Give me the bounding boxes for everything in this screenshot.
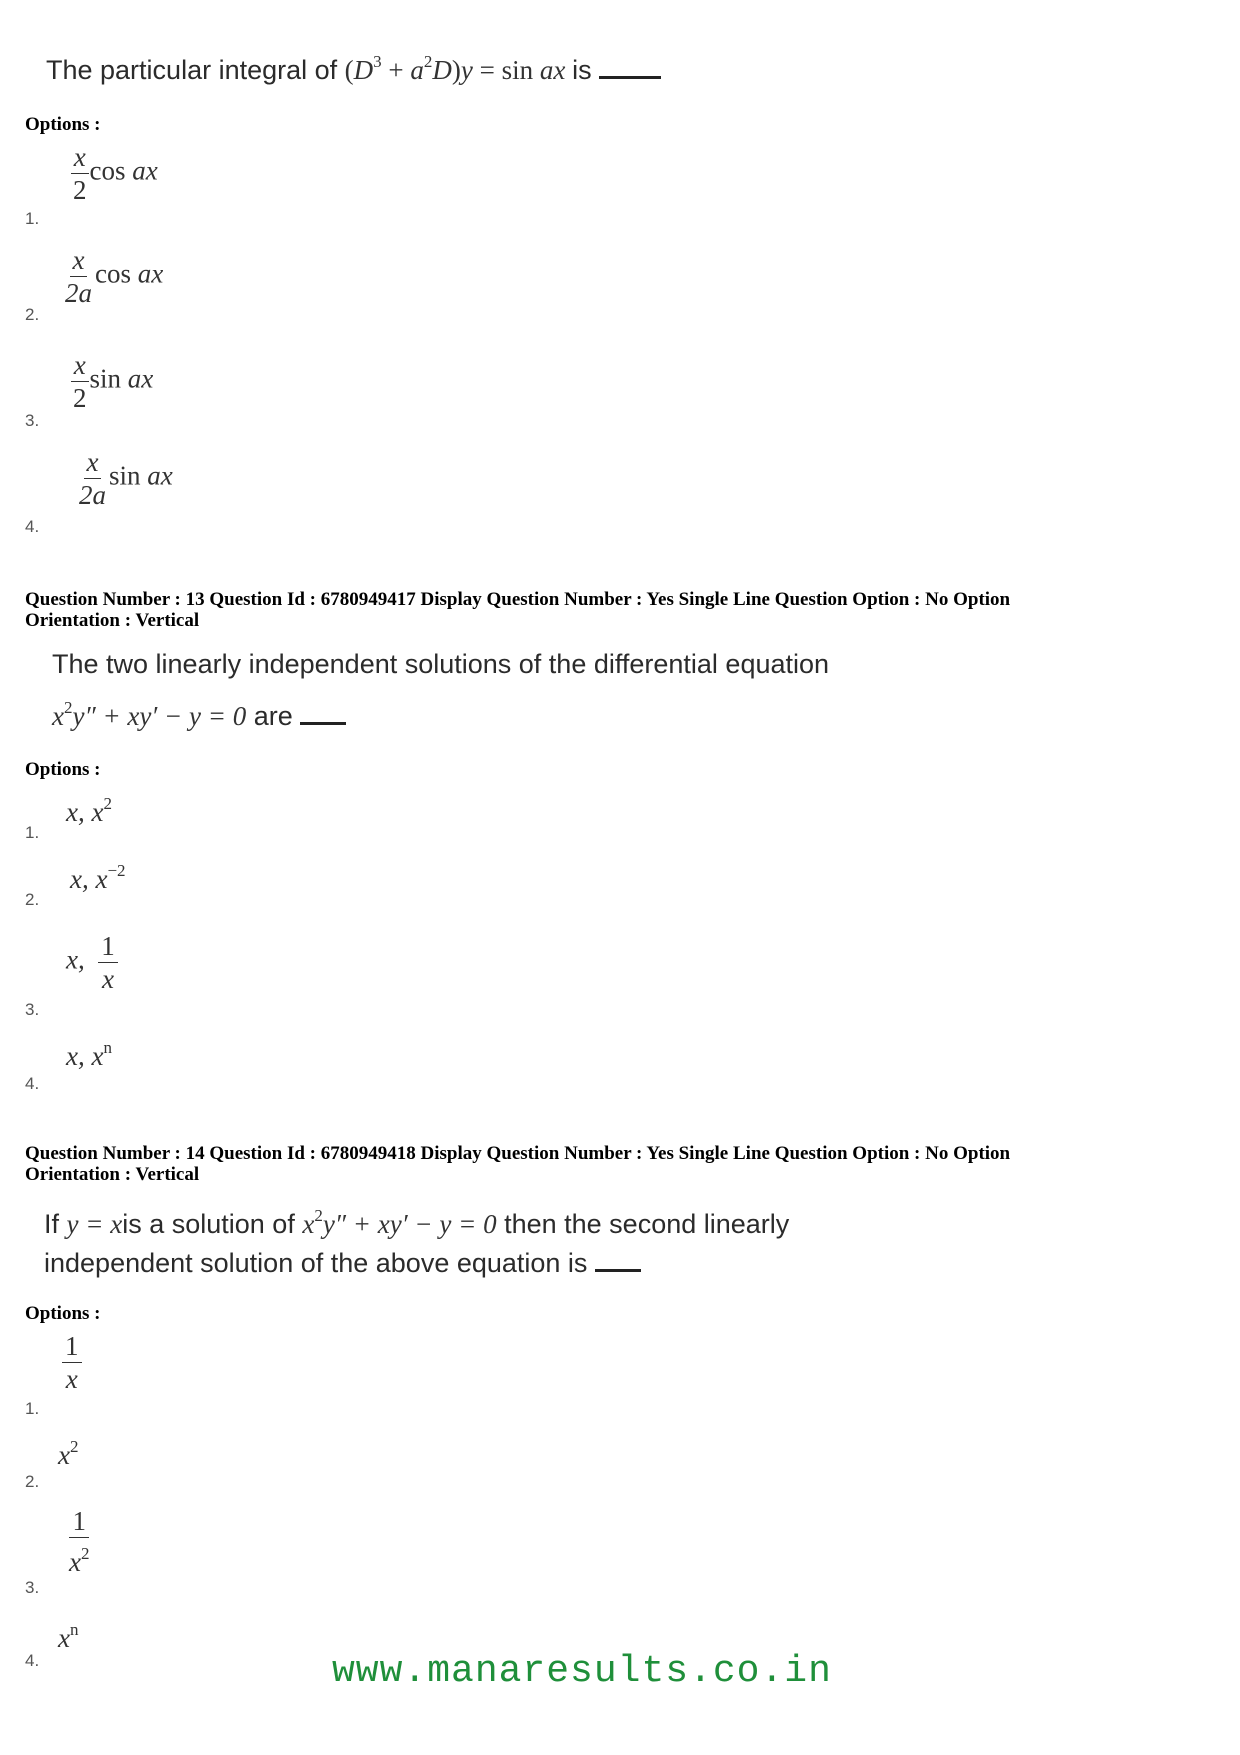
q14-header: Question Number : 14 Question Id : 6780949418 Display Question Number : Yes Single Line Question Option : No Option Orientation : Vertical	[25, 1143, 1011, 1185]
option-number: 1.	[25, 823, 40, 842]
q12-option-4[interactable]: $\frac{x}{2a}$ sin ax	[79, 447, 173, 510]
q12-option-3[interactable]: $\frac{x}{2}$ sin ax	[70, 350, 153, 413]
q13-options-label: Options :	[25, 759, 101, 780]
option-number: 3.	[25, 411, 40, 430]
answer-blank	[300, 708, 346, 725]
option-number: 2.	[25, 890, 40, 909]
q13-option-3[interactable]: x, $\frac{1}{x}$	[66, 931, 118, 994]
q12-option-1[interactable]: $\frac{x}{2}$ cos ax	[70, 142, 158, 205]
option-number: 2.	[25, 305, 40, 324]
option-number: 4.	[25, 1651, 40, 1670]
q14-option-3[interactable]: $\frac{1}{x^2}$	[69, 1506, 90, 1577]
q13-option-2[interactable]: x, $x^{-2}$	[70, 861, 126, 894]
footer-website-link[interactable]: www.manaresults.co.in	[332, 1650, 832, 1693]
option-number: 3.	[25, 1578, 40, 1597]
q14-question-text: If y = xis a solution of $x^2y'' + xy' - y = 0$ then the second linearly independent solution of the above equation is	[44, 1206, 790, 1278]
option-number: 1.	[25, 1399, 40, 1418]
q14-option-2[interactable]: $x^2$	[58, 1437, 79, 1470]
q13-equation: $x^2y'' + xy' - y = 0$	[52, 698, 247, 731]
q12-equation: $(D^3 + a^2D)y = \sin$ ax	[344, 52, 566, 85]
q13-question-text: The two linearly independent solutions of the differential equation $x^2y'' + xy' - y = 0$ are	[52, 649, 830, 731]
option-number: 2.	[25, 1472, 40, 1491]
q12-question-text: The particular integral of $(D^3 + a^2D)y = \sin$ ax is	[46, 40, 661, 92]
q13-option-1[interactable]: x, $x^2$	[66, 794, 112, 827]
q14-option-4[interactable]: $x^n$	[58, 1620, 79, 1653]
answer-blank	[599, 62, 661, 79]
q12-option-2[interactable]: $\frac{x}{2a}$ cos ax	[65, 245, 164, 308]
q14-equation: $x^2y'' + xy' - y = 0$	[302, 1206, 497, 1239]
option-number: 1.	[25, 209, 40, 228]
q13-option-4[interactable]: x, $x^n$	[66, 1038, 112, 1071]
q13-header: Question Number : 13 Question Id : 6780949417 Display Question Number : Yes Single Line Question Option : No Option Orientation : Vertical	[25, 589, 1011, 631]
q12-options-label: Options :	[25, 114, 101, 135]
option-number: 4.	[25, 1074, 40, 1093]
option-number: 3.	[25, 1000, 40, 1019]
option-number: 4.	[25, 517, 40, 536]
q14-options-label: Options :	[25, 1303, 101, 1324]
answer-blank	[595, 1255, 641, 1272]
q14-option-1[interactable]: $\frac{1}{x}$	[62, 1331, 82, 1394]
